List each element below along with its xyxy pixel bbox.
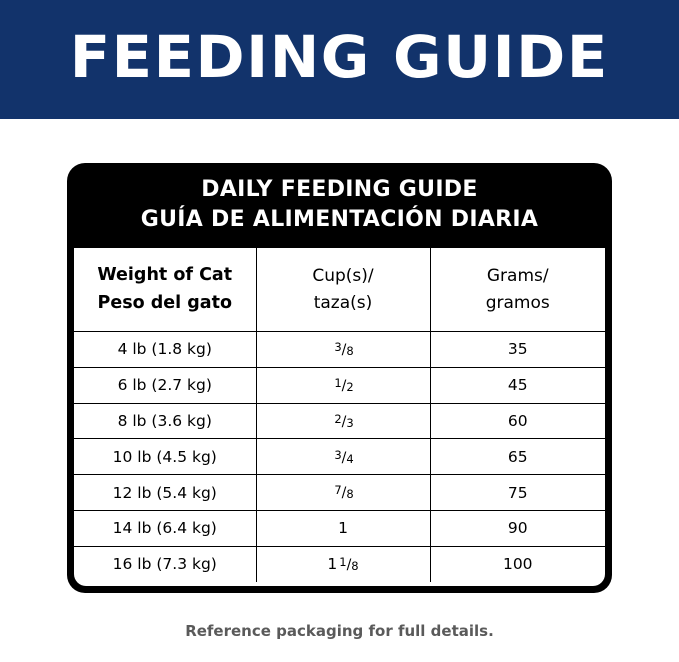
column-header-weight xyxy=(74,248,256,332)
table-row xyxy=(74,367,605,403)
column-header-grams-line2: gramos xyxy=(485,292,550,313)
cell-grams: 35 xyxy=(430,332,605,368)
cell-cups xyxy=(256,332,430,368)
fraction-slash: / xyxy=(341,449,347,466)
feeding-table-wrapper xyxy=(74,248,605,586)
column-header-cups-line1: Cup(s)/ xyxy=(312,266,374,287)
card-heading-english: DAILY FEEDING GUIDE xyxy=(201,177,478,202)
cups-numerator: 1 xyxy=(334,375,342,390)
cups-whole: 1 xyxy=(338,519,348,538)
cell-weight: 6 lb (2.7 kg) xyxy=(74,367,256,403)
cups-fraction xyxy=(339,554,359,573)
cups-fraction xyxy=(334,411,354,430)
feeding-table-body xyxy=(74,332,605,582)
fraction-slash: / xyxy=(341,342,347,359)
cups-fraction xyxy=(334,447,354,466)
cell-cups xyxy=(256,510,430,546)
cell-grams: 45 xyxy=(430,367,605,403)
cell-weight: 16 lb (7.3 kg) xyxy=(74,546,256,581)
fraction-slash: / xyxy=(346,556,352,573)
fraction-slash: / xyxy=(341,377,347,394)
cups-denominator: 8 xyxy=(346,487,354,502)
cell-weight: 4 lb (1.8 kg) xyxy=(74,332,256,368)
page-title: FEEDING GUIDE xyxy=(69,22,610,91)
feeding-table-card xyxy=(67,163,612,593)
cups-denominator: 8 xyxy=(346,344,354,359)
cups-numerator: 7 xyxy=(334,483,342,498)
column-header-weight-line2: Peso del gato xyxy=(97,292,232,313)
cell-grams: 90 xyxy=(430,510,605,546)
column-header-weight-line1: Weight of Cat xyxy=(97,265,233,286)
cups-fraction xyxy=(334,342,353,358)
cell-weight: 8 lb (3.6 kg) xyxy=(74,403,256,439)
feeding-table xyxy=(74,248,605,582)
cell-cups xyxy=(256,403,430,439)
table-row xyxy=(74,510,605,546)
cups-fraction xyxy=(334,485,353,501)
column-header-grams-line1: Grams/ xyxy=(486,266,549,287)
cell-cups xyxy=(256,367,430,403)
cups-numerator: 2 xyxy=(334,411,342,426)
cell-grams: 100 xyxy=(430,546,605,581)
cups-numerator: 1 xyxy=(339,554,347,569)
header-banner xyxy=(0,0,679,119)
table-row xyxy=(74,332,605,368)
cups-denominator: 4 xyxy=(346,451,354,466)
column-header-grams xyxy=(430,248,605,332)
cell-weight: 14 lb (6.4 kg) xyxy=(74,510,256,546)
footer-note: Reference packaging for full details. xyxy=(185,622,494,640)
table-row xyxy=(74,546,605,581)
table-row xyxy=(74,439,605,475)
card-heading-spanish: GUÍA DE ALIMENTACIÓN DIARIA xyxy=(140,207,539,232)
cell-cups xyxy=(256,439,430,475)
cell-weight: 12 lb (5.4 kg) xyxy=(74,475,256,511)
cell-grams: 60 xyxy=(430,403,605,439)
cell-cups xyxy=(256,475,430,511)
cups-fraction xyxy=(334,375,354,394)
table-row xyxy=(74,475,605,511)
column-header-cups xyxy=(256,248,430,332)
cell-grams: 65 xyxy=(430,439,605,475)
cell-cups xyxy=(256,546,430,581)
table-header-row xyxy=(74,248,605,332)
fraction-slash: / xyxy=(341,413,347,430)
cell-grams: 75 xyxy=(430,475,605,511)
cups-numerator: 3 xyxy=(334,340,342,355)
cell-weight: 10 lb (4.5 kg) xyxy=(74,439,256,475)
table-row xyxy=(74,403,605,439)
cups-whole: 1 xyxy=(327,555,338,574)
cups-numerator: 3 xyxy=(334,447,342,462)
cups-denominator: 3 xyxy=(346,415,354,430)
cups-denominator: 8 xyxy=(351,558,359,573)
cups-denominator: 2 xyxy=(346,379,354,394)
card-heading xyxy=(67,163,612,232)
column-header-cups-line2: taza(s) xyxy=(313,292,373,313)
fraction-slash: / xyxy=(341,485,347,502)
